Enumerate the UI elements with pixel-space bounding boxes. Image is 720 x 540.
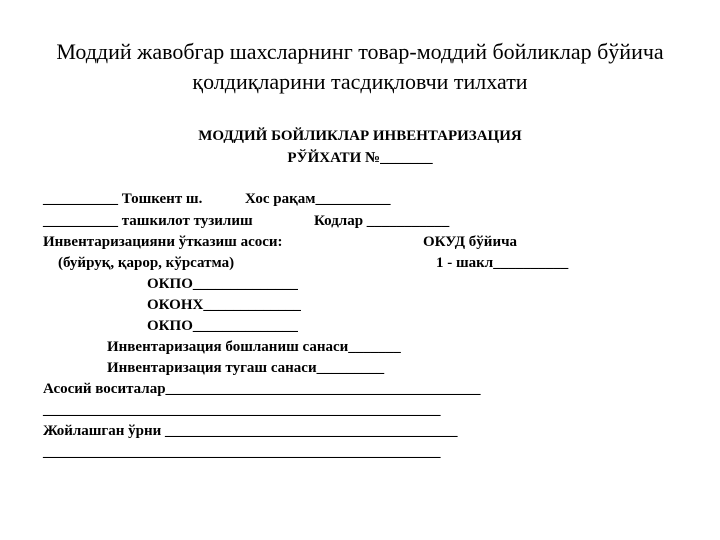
special-number-line: Хос рақам__________	[245, 191, 391, 207]
okud-line: ОКУД бўйича	[423, 234, 518, 250]
okonh-line: ОКОНХ_____________	[147, 297, 301, 313]
start-date-line: Инвентаризация бошланиш санаси_______	[107, 339, 401, 355]
fixed-assets-line: Асосий воситалар__________________________________________	[43, 381, 481, 397]
org-unit-line: __________ ташкилот тузилиш	[43, 213, 253, 229]
slide-title	[0, 37, 720, 97]
location-line: Жойлашган ўрни _______________________________________	[43, 423, 458, 439]
okpo-second-line: ОКПО______________	[147, 318, 298, 334]
basis-line: Инвентаризацияни ўтказиш асоси:	[43, 234, 283, 250]
codes-line: Кодлар ___________	[314, 213, 450, 229]
blank-line-2: _____________________________________________________	[43, 444, 441, 460]
slide-title-line-1: Моддий жавобгар шахсларнинг товар-моддий бойликлар бўйича	[56, 39, 664, 64]
form-number-line: 1 - шакл__________	[436, 255, 569, 271]
form-heading-line-2: РЎЙХАТИ №_______	[287, 150, 433, 166]
form-heading-line-1: МОДДИЙ БОЙЛИКЛАР ИНВЕНТАРИЗАЦИЯ	[198, 128, 522, 144]
end-date-line: Инвентаризация тугаш санаси_________	[107, 360, 385, 376]
slide-title-line-2: қолдиқларини тасдиқловчи тилхати	[192, 69, 528, 94]
city-line: __________ Тошкент ш.	[43, 191, 203, 207]
okpo-line: ОКПО______________	[147, 276, 298, 292]
order-line: (буйруқ, қарор, кўрсатма)	[58, 255, 235, 271]
blank-line-1: _____________________________________________________	[43, 402, 441, 418]
